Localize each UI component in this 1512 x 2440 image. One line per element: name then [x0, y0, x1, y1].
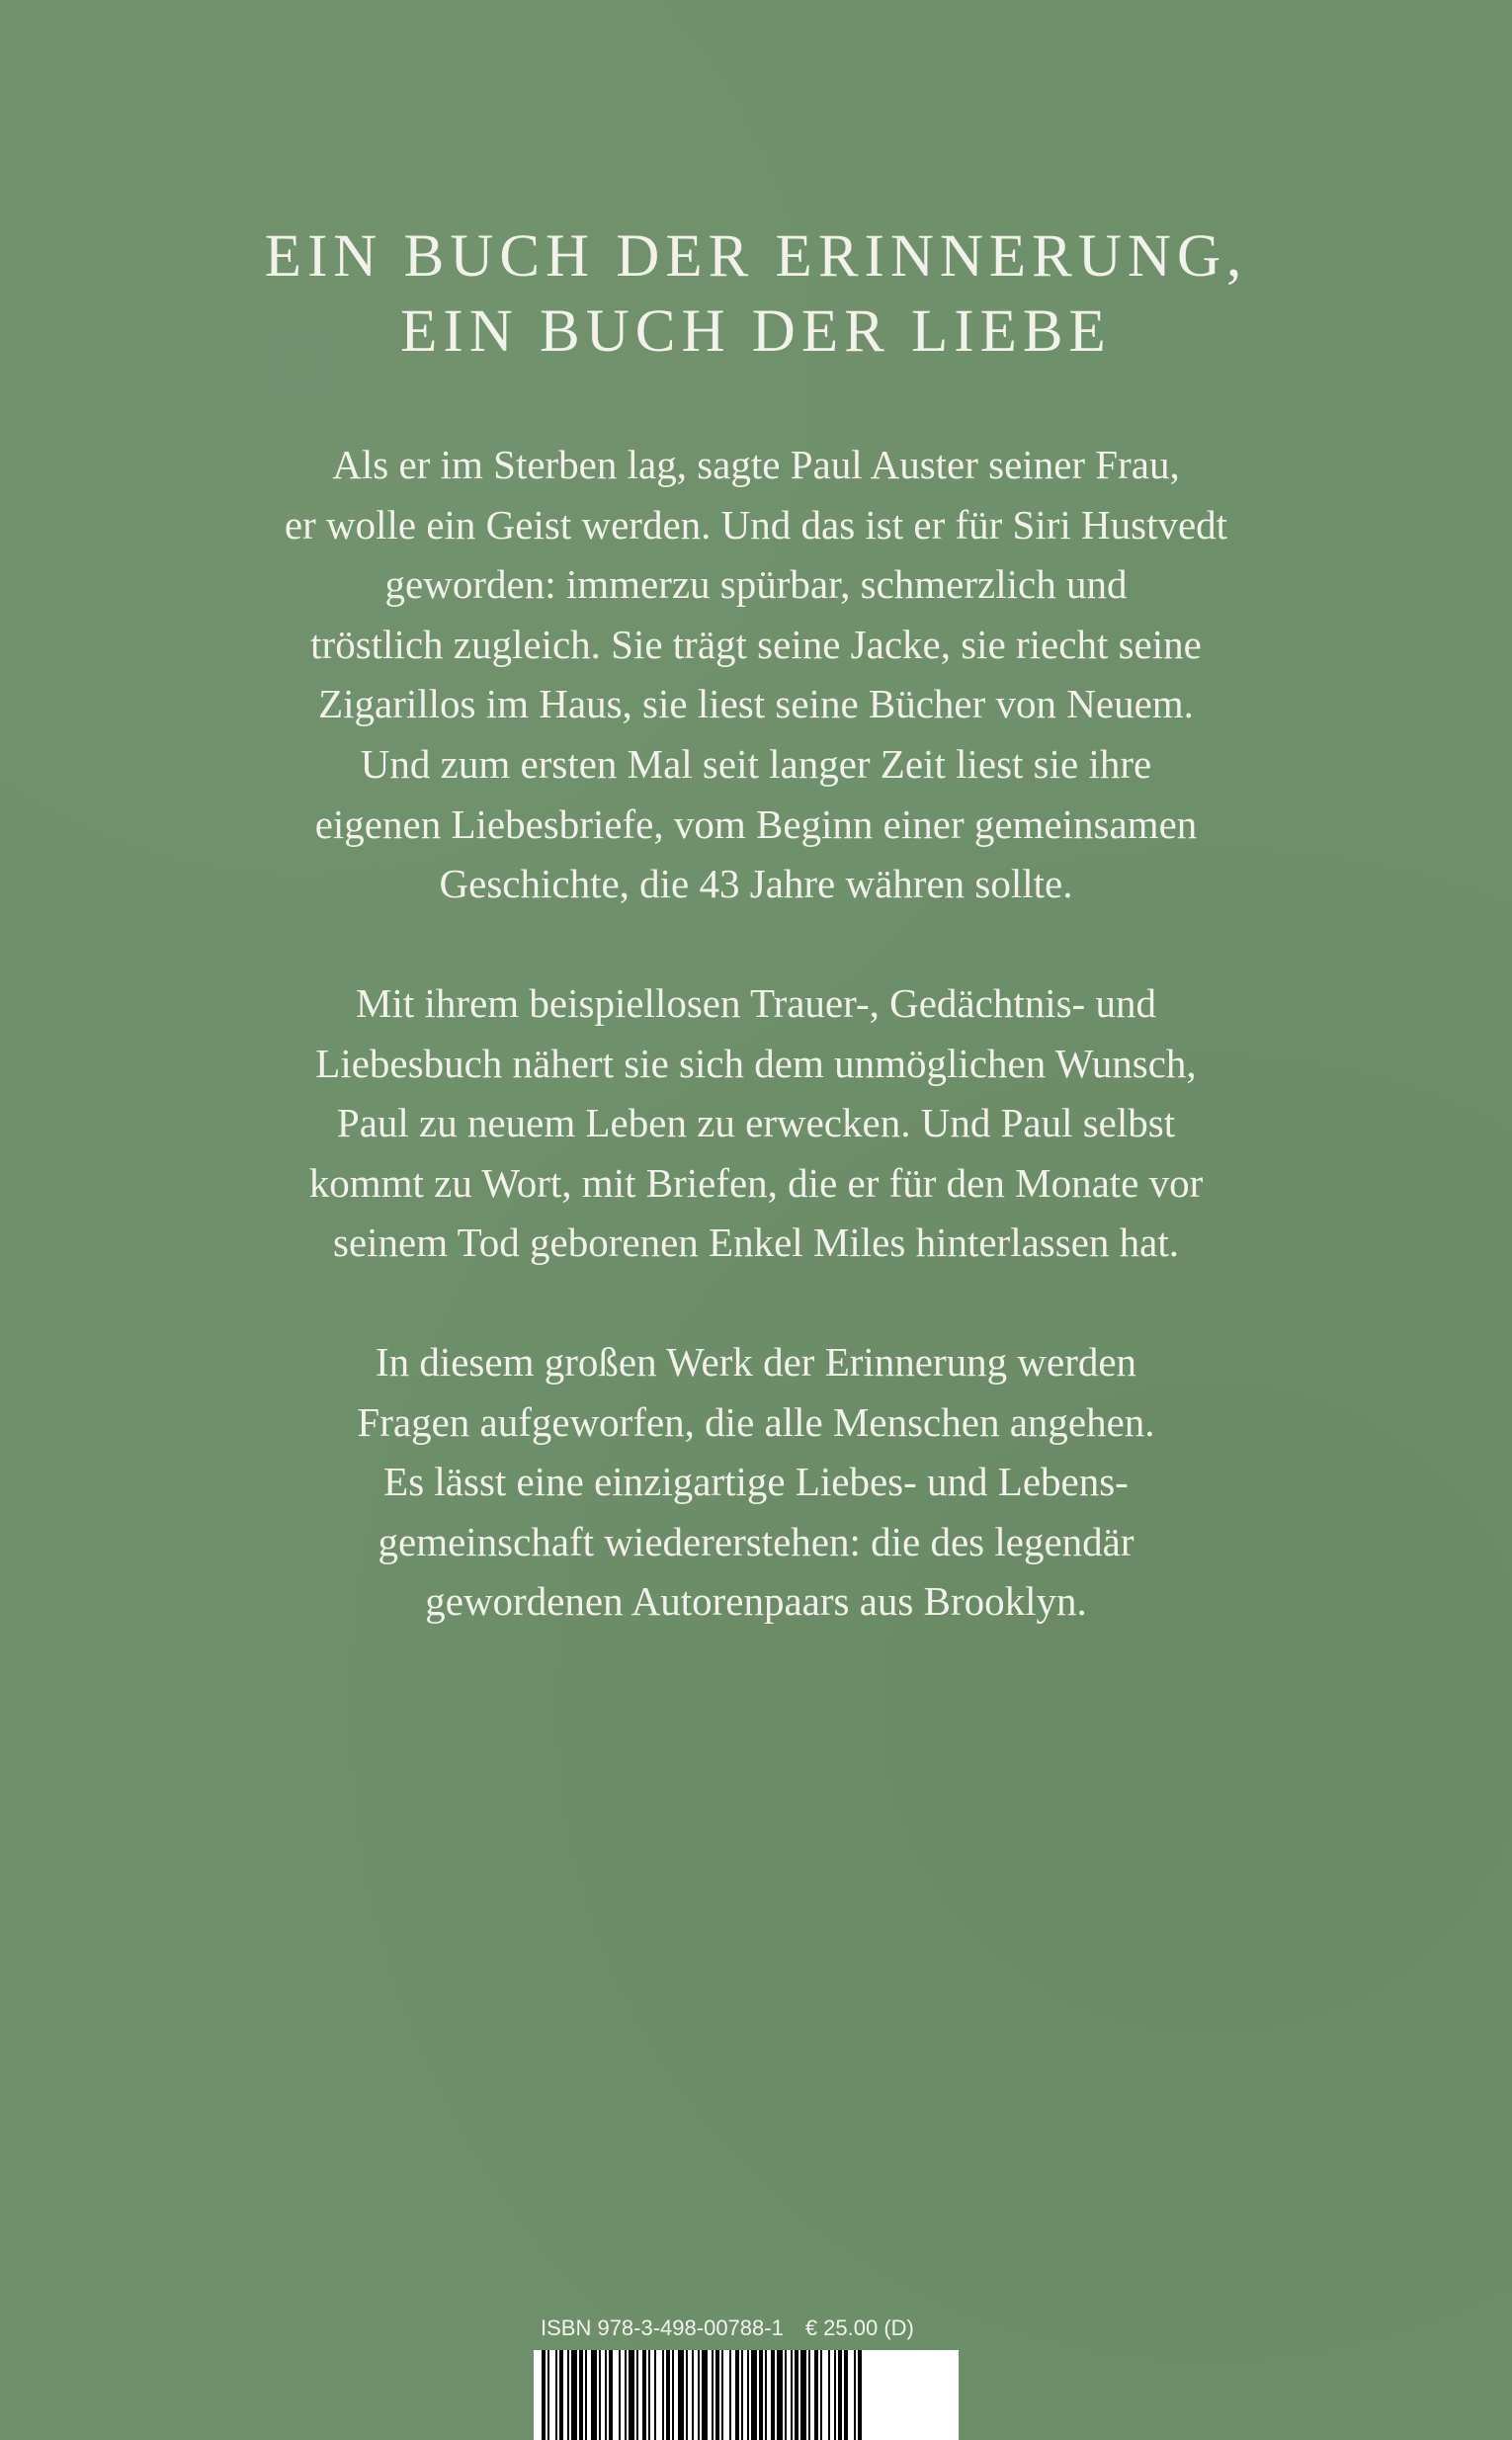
barcode-bar [838, 2350, 842, 2440]
blurb-line: Als er im Sterben lag, sagte Paul Auster seiner Frau, [332, 442, 1180, 487]
blurb-line: Es lässt eine einzigartige Liebes- und Lebens- [383, 1459, 1129, 1505]
isbn-text: ISBN 978-3-498-00788-1 [541, 2315, 784, 2340]
barcode-bar [559, 2350, 563, 2440]
headline-line-2: EIN BUCH DER LIEBE [400, 298, 1112, 365]
barcode-bar [599, 2350, 601, 2440]
barcode-bar [800, 2350, 806, 2440]
barcode-bar [605, 2350, 607, 2440]
blurb-paragraph-2 [0, 973, 1512, 1273]
barcode-bar [808, 2350, 810, 2440]
blurb-line: gewordenen Autorenpaars aus Brooklyn. [425, 1578, 1087, 1625]
barcode-bar [629, 2350, 634, 2440]
headline-line-1: EIN BUCH DER ERINNERUNG, [264, 223, 1248, 290]
blurb-line: gemeinschaft wiedererstehen: die des legendär [378, 1518, 1134, 1564]
isbn-price-line [541, 2315, 975, 2341]
barcode-bar [692, 2350, 694, 2440]
barcode-bar [702, 2350, 708, 2440]
blurb-line: Liebesbuch nähert sie sich dem unmöglichen Wunsch, [315, 1040, 1197, 1086]
barcode-bar [662, 2350, 664, 2440]
barcode-bar [666, 2350, 670, 2440]
barcode-icon [534, 2350, 959, 2440]
barcode-bar [795, 2350, 798, 2440]
barcode-bar [571, 2350, 577, 2440]
barcode-bar [547, 2350, 549, 2440]
barcode-bar [751, 2350, 757, 2440]
cover-headline [0, 219, 1512, 370]
barcode-bar [698, 2350, 700, 2440]
barcode-bar [747, 2350, 749, 2440]
blurb-line: kommt zu Wort, mit Briefen, die er für den Monate vor [308, 1159, 1204, 1206]
barcode-bar [712, 2350, 714, 2440]
barcode-bar [721, 2350, 723, 2440]
blurb-line: eigenen Liebesbriefe, vom Beginn einer gemeinsamen [314, 800, 1198, 847]
blurb-line: Zigarillos im Haus, sie liest seine Bücher von Neuem. [318, 681, 1194, 727]
barcode-bar [625, 2350, 627, 2440]
barcode-bar [759, 2350, 763, 2440]
barcode-bar [579, 2350, 583, 2440]
barcode-bar [777, 2350, 783, 2440]
barcode-bar [686, 2350, 688, 2440]
barcode-bar [542, 2350, 546, 2440]
barcode-bar [672, 2350, 674, 2440]
barcode-graphic [534, 2350, 959, 2440]
barcode-bar [642, 2350, 646, 2440]
barcode-bar [654, 2350, 656, 2440]
barcode-bar [741, 2350, 743, 2440]
barcode-bar [729, 2350, 731, 2440]
barcode-bar [785, 2350, 787, 2440]
blurb-line: Mit ihrem beispiellosen Trauer-, Gedächtnis- und [356, 980, 1156, 1026]
barcode-bar [834, 2350, 836, 2440]
barcode-bar [636, 2350, 638, 2440]
barcode-bar [858, 2350, 862, 2440]
barcode-bar [828, 2350, 830, 2440]
blurb-line: geworden: immerzu spürbar, schmerzlich und [384, 561, 1128, 608]
barcode-bar [555, 2350, 557, 2440]
blurb-line: In diesem großen Werk der Erinnerung werden [375, 1339, 1137, 1385]
barcode-bar [735, 2350, 739, 2440]
blurb-line: Paul zu neuem Leben zu erwecken. Und Paul selbst [336, 1100, 1176, 1146]
barcode-bar [715, 2350, 719, 2440]
barcode-bar [791, 2350, 793, 2440]
blurb-line: Und zum ersten Mal seit langer Zeit liest sie ihre [360, 740, 1152, 787]
blurb-line: seinem Tod geborenen Enkel Miles hinterlassen hat. [332, 1220, 1179, 1266]
barcode-bar [619, 2350, 621, 2440]
blurb-line: er wolle ein Geist werden. Und das ist er für Siri Hustvedt [284, 501, 1228, 547]
barcode-bar [567, 2350, 569, 2440]
blurb-line: Fragen aufgeworfen, die alle Menschen angehen. [357, 1398, 1155, 1445]
barcode-bar [765, 2350, 767, 2440]
barcode-bar [854, 2350, 856, 2440]
barcode-bar [585, 2350, 587, 2440]
barcode-bar [844, 2350, 848, 2440]
barcode-bar [820, 2350, 822, 2440]
barcode-bar [648, 2350, 650, 2440]
price-text: € 25.00 (D) [804, 2315, 914, 2340]
blurb-paragraph-1 [0, 435, 1512, 914]
blurb-line: Geschichte, die 43 Jahre währen sollte. [439, 861, 1073, 907]
barcode-bar [814, 2350, 818, 2440]
barcode-bar [591, 2350, 597, 2440]
blurb-paragraph-3 [0, 1332, 1512, 1632]
barcode-bar [678, 2350, 684, 2440]
barcode-bar [609, 2350, 613, 2440]
blurb-line: tröstlich zugleich. Sie trägt seine Jacke, sie riecht seine [310, 621, 1202, 667]
barcode-bar [771, 2350, 775, 2440]
